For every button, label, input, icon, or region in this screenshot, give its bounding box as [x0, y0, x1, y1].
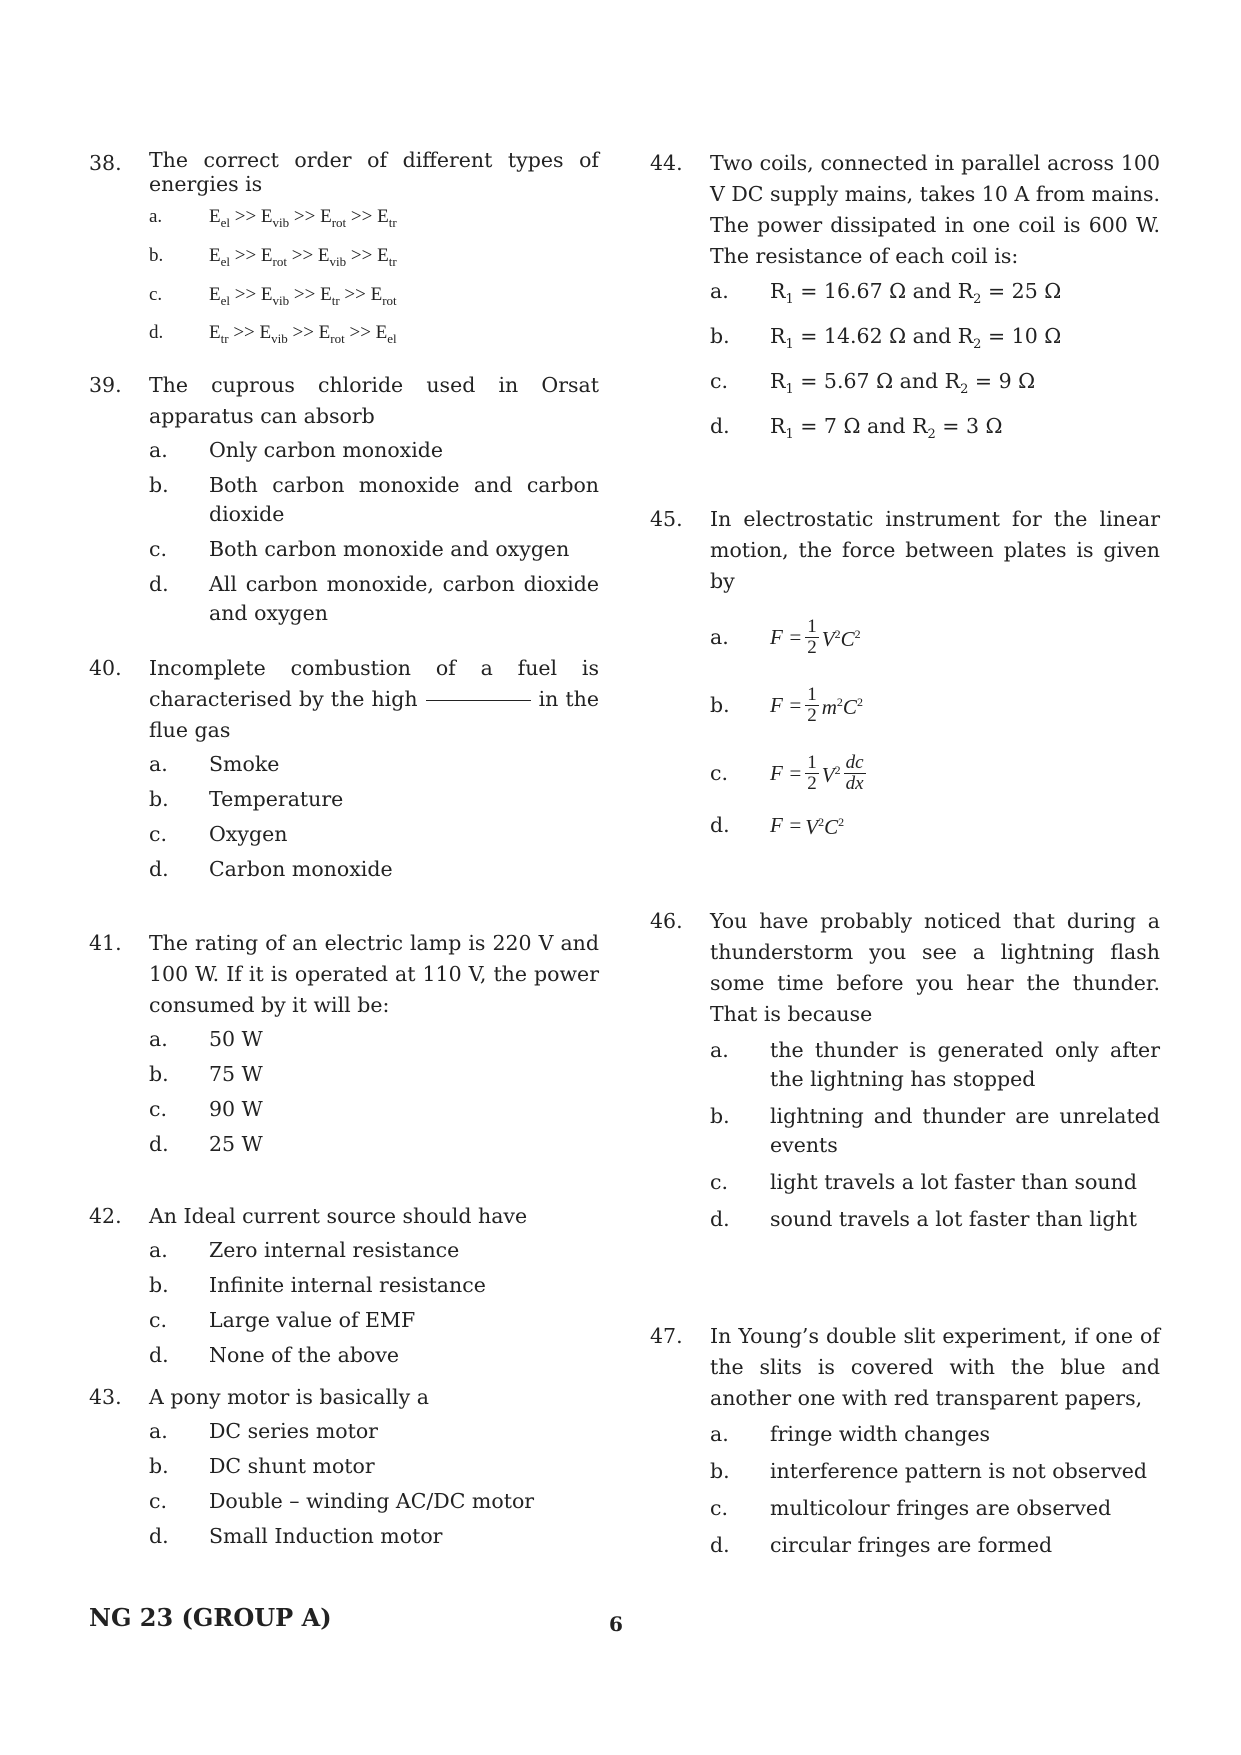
- option-text: Small Induction motor: [209, 1524, 443, 1548]
- option-b[interactable]: [710, 677, 1160, 733]
- option-d[interactable]: [149, 316, 599, 355]
- option-a[interactable]: [149, 1417, 599, 1446]
- question-number: 45.: [650, 507, 683, 531]
- option-text: Both carbon monoxide and carbon dioxide: [209, 473, 599, 526]
- option-text: lightning and thunder are unrelated events: [770, 1104, 1160, 1157]
- option-text: Only carbon monoxide: [209, 438, 444, 462]
- option-text: $E_{el} >> E_{vib} >> E_{tr} >> E_{rot}$: [209, 283, 397, 308]
- option-b[interactable]: [149, 239, 599, 278]
- option-text: 90 W: [209, 1097, 263, 1121]
- option-label: c.: [149, 537, 167, 561]
- question-number: 38.: [89, 151, 122, 175]
- option-a[interactable]: [149, 1236, 599, 1265]
- question-45: [650, 504, 1160, 845]
- option-text: Smoke: [209, 752, 280, 776]
- formula: F = $\frac{1}{2}$ $V^2C^2$: [770, 615, 861, 658]
- option-text: light travels a lot faster than sound: [770, 1170, 1137, 1194]
- option-c[interactable]: [710, 1168, 1160, 1197]
- option-label: c.: [149, 822, 167, 846]
- option-a[interactable]: [149, 200, 599, 239]
- option-label: b.: [149, 1273, 169, 1297]
- option-label: d.: [710, 812, 730, 837]
- option-label: c.: [149, 1097, 167, 1121]
- option-label: a.: [149, 206, 163, 227]
- option-label: a.: [710, 1422, 729, 1446]
- option-label: c.: [710, 1170, 728, 1194]
- option-label: a.: [149, 1419, 168, 1443]
- option-a[interactable]: [710, 1036, 1160, 1094]
- option-text: $R_1 = 7$ Ω and $R_2 = 3$ Ω: [770, 414, 1003, 443]
- option-a[interactable]: [149, 750, 599, 779]
- option-label: c.: [710, 369, 728, 394]
- option-b[interactable]: [710, 1457, 1160, 1486]
- option-b[interactable]: [710, 1102, 1160, 1160]
- option-d[interactable]: [149, 855, 599, 884]
- question-text: An Ideal current source should have: [149, 1204, 528, 1228]
- question-text: The cuprous chloride used in Orsat apparatus can absorb: [149, 373, 599, 428]
- question-number: 47.: [650, 1324, 683, 1348]
- option-label: d.: [710, 1207, 730, 1231]
- question-42: [89, 1201, 599, 1370]
- option-label: c.: [710, 760, 728, 785]
- option-b[interactable]: [149, 471, 599, 529]
- formula: F = $\frac{1}{2}$ $m^2C^2$: [770, 683, 863, 726]
- option-d[interactable]: [710, 805, 1160, 845]
- question-text: In electrostatic instrument for the linear motion, the force between plates is given by: [710, 507, 1160, 593]
- question-46: [650, 906, 1160, 1234]
- option-text: 75 W: [209, 1062, 263, 1086]
- question-number: 40.: [89, 656, 122, 680]
- option-d[interactable]: [710, 1531, 1160, 1560]
- option-label: a.: [710, 279, 729, 303]
- option-c[interactable]: [149, 278, 599, 317]
- option-label: c.: [149, 1489, 167, 1513]
- option-text: $R_1 = 5.67$ Ω and $R_2 = 9$ Ω: [770, 369, 1036, 398]
- option-c[interactable]: [149, 1487, 599, 1516]
- option-text: the thunder is generated only after the lightning has stopped: [770, 1038, 1160, 1091]
- option-label: a.: [149, 752, 168, 776]
- option-label: d.: [149, 857, 169, 881]
- option-text: 50 W: [209, 1027, 263, 1051]
- option-c[interactable]: [710, 745, 1160, 801]
- option-c[interactable]: [710, 1494, 1160, 1523]
- option-text: DC series motor: [209, 1419, 378, 1443]
- question-number: 42.: [89, 1204, 122, 1228]
- option-label: d.: [149, 322, 164, 344]
- option-label: d.: [710, 1533, 730, 1557]
- option-a[interactable]: [710, 277, 1160, 314]
- option-b[interactable]: [149, 1452, 599, 1481]
- option-c[interactable]: [149, 535, 599, 564]
- option-label: d.: [710, 414, 730, 439]
- question-text: Incomplete combustion of a fuel is characterised by the high in the flue gas: [149, 656, 599, 742]
- question-43: [89, 1382, 599, 1551]
- question-text: Two coils, connected in parallel across 100 V DC supply mains, takes 10 A from mains. The power dissipated in one coil is 600 W. The resistance of each coil is:: [710, 151, 1160, 268]
- option-label: b.: [710, 692, 730, 717]
- option-b[interactable]: [149, 1060, 599, 1089]
- option-d[interactable]: [149, 570, 599, 628]
- option-text: multicolour fringes are observed: [770, 1496, 1112, 1520]
- option-d[interactable]: [710, 412, 1160, 449]
- option-d[interactable]: [710, 1205, 1160, 1234]
- option-label: b.: [710, 324, 730, 349]
- question-text: The correct order of different types of energies is: [149, 148, 599, 196]
- option-text: $E_{tr} >> E_{vib} >> E_{rot} >> E_{el}$: [209, 322, 397, 347]
- option-text: $E_{el} >> E_{vib} >> E_{rot} >> E_{tr}$: [209, 206, 397, 230]
- option-label: d.: [149, 1524, 169, 1548]
- option-text: $R_1 = 14.62$ Ω and $R_2 = 10$ Ω: [770, 324, 1062, 353]
- option-label: a.: [710, 624, 729, 649]
- question-text: A pony motor is basically a: [149, 1385, 429, 1409]
- option-text: Both carbon monoxide and oxygen: [209, 537, 570, 561]
- option-text: circular fringes are formed: [770, 1533, 1053, 1557]
- option-label: a.: [149, 1238, 168, 1262]
- question-text: You have probably noticed that during a thunderstorm you see a lightning flash some time before you hear the thunder. That is because: [710, 909, 1160, 1026]
- question-number: 43.: [89, 1385, 122, 1409]
- option-label: a.: [149, 438, 168, 462]
- option-label: a.: [149, 1027, 168, 1051]
- question-text: The rating of an electric lamp is 220 V and 100 W. If it is operated at 110 V, the power consumed by it will be:: [149, 931, 599, 1017]
- option-text: sound travels a lot faster than light: [770, 1207, 1137, 1231]
- option-d[interactable]: [149, 1341, 599, 1370]
- option-text: DC shunt motor: [209, 1454, 375, 1478]
- option-label: c.: [710, 1496, 728, 1520]
- option-d[interactable]: [149, 1522, 599, 1551]
- option-text: Double – winding AC/DC motor: [209, 1489, 535, 1513]
- option-text: None of the above: [209, 1343, 400, 1367]
- question-number: 41.: [89, 931, 122, 955]
- option-text: Carbon monoxide: [209, 857, 393, 881]
- option-text: 25 W: [209, 1132, 263, 1156]
- question-number: 46.: [650, 909, 683, 933]
- option-text: $E_{el} >> E_{rot} >> E_{vib} >> E_{tr}$: [209, 244, 397, 269]
- option-a[interactable]: [149, 1025, 599, 1054]
- option-label: d.: [149, 572, 169, 596]
- option-a[interactable]: [710, 1420, 1160, 1449]
- option-label: c.: [149, 283, 163, 305]
- formula: F = $\frac{1}{2}$ $V^2$ $\frac{dc}{dx}$: [770, 751, 864, 794]
- option-c[interactable]: [149, 1306, 599, 1335]
- option-text: Temperature: [209, 787, 344, 811]
- option-text: Large value of EMF: [209, 1308, 416, 1332]
- option-a[interactable]: [149, 436, 599, 465]
- paper-code: NG 23 (GROUP A): [89, 1603, 332, 1632]
- option-text: fringe width changes: [770, 1422, 990, 1446]
- option-text: Oxygen: [209, 822, 288, 846]
- option-label: b.: [149, 1062, 169, 1086]
- option-label: b.: [710, 1104, 730, 1128]
- option-a[interactable]: [710, 609, 1160, 665]
- option-label: c.: [149, 1308, 167, 1332]
- option-text: $R_1 = 16.67$ Ω and $R_2 = 25$ Ω: [770, 279, 1062, 308]
- option-c[interactable]: [710, 367, 1160, 404]
- option-b[interactable]: [149, 1271, 599, 1300]
- option-b[interactable]: [710, 322, 1160, 359]
- option-c[interactable]: [149, 1095, 599, 1124]
- answer-blank: [426, 700, 531, 701]
- option-label: b.: [149, 473, 169, 497]
- page-number: 6: [609, 1612, 623, 1636]
- option-text: All carbon monoxide, carbon dioxide and oxygen: [209, 572, 599, 625]
- question-44: [650, 148, 1160, 449]
- option-c[interactable]: [149, 820, 599, 849]
- option-label: d.: [149, 1343, 169, 1367]
- formula: F = $V^2C^2$: [770, 812, 845, 839]
- option-label: d.: [149, 1132, 169, 1156]
- option-text: Zero internal resistance: [209, 1238, 460, 1262]
- question-41: [89, 928, 599, 1159]
- option-label: b.: [710, 1459, 730, 1483]
- question-38: [89, 148, 599, 355]
- question-47: [650, 1321, 1160, 1560]
- question-39: [89, 370, 599, 628]
- question-40: [89, 653, 599, 884]
- option-label: a.: [710, 1038, 729, 1062]
- option-text: interference pattern is not observed: [770, 1459, 1148, 1483]
- option-label: b.: [149, 1454, 169, 1478]
- question-number: 39.: [89, 373, 122, 397]
- question-text: In Young’s double slit experiment, if one of the slits is covered with the blue and another one with red transparent papers,: [710, 1324, 1160, 1410]
- option-label: b.: [149, 787, 169, 811]
- option-b[interactable]: [149, 785, 599, 814]
- option-text: Infinite internal resistance: [209, 1273, 486, 1297]
- option-label: b.: [149, 244, 164, 266]
- option-d[interactable]: [149, 1130, 599, 1159]
- question-number: 44.: [650, 151, 683, 175]
